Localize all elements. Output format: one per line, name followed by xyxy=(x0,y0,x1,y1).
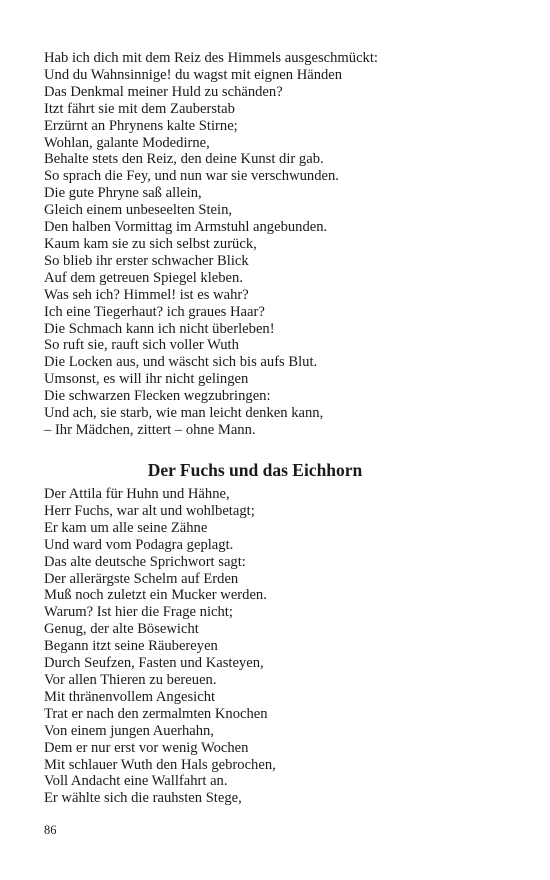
verse-line: So blieb ihr erster schwacher Blick xyxy=(44,252,249,269)
verse-line: Mit thränenvollem Angesicht xyxy=(44,688,216,705)
verse-line: Wohlan, galante Modedirne, xyxy=(44,134,210,151)
verse-line: Der Attila für Huhn und Hähne, xyxy=(44,486,230,502)
verse-line: Hab ich dich mit dem Reiz des Himmels ausgeschmückt: xyxy=(44,50,378,66)
verse-line: Durch Seufzen, Fasten und Kasteyen, xyxy=(44,655,264,672)
verse-line: – Ihr Mädchen, zittert – ohne Mann. xyxy=(44,421,256,438)
verse-line: Vor allen Thieren zu bereuen. xyxy=(44,671,217,688)
verse-line: Er kam um alle seine Zähne xyxy=(44,519,208,536)
verse-line: Er wählte sich die rauhsten Stege, xyxy=(44,790,242,807)
verse-line: Muß noch zuletzt ein Mucker werden. xyxy=(44,587,267,604)
verse-line: Und du Wahnsinnige! du wagst mit eignen Händen xyxy=(44,66,343,83)
verse-line: Und ach, sie starb, wie man leicht denken kann, xyxy=(44,405,324,422)
verse-line: Trat er nach den zermalmten Knochen xyxy=(44,705,268,722)
verse-line: Dem er nur erst vor wenig Wochen xyxy=(44,739,249,756)
verse-line: Und ward vom Podagra geplagt. xyxy=(44,536,234,553)
verse-line: Warum? Ist hier die Frage nicht; xyxy=(44,604,233,621)
verse-line: Itzt fährt sie mit dem Zauberstab xyxy=(44,100,235,117)
verse-line: Von einem jungen Auerhahn, xyxy=(44,722,214,739)
verse-line: Behalte stets den Reiz, den deine Kunst dir gab. xyxy=(44,151,324,168)
page-number: 86 xyxy=(44,823,57,837)
verse-line: Genug, der alte Bösewicht xyxy=(44,621,199,638)
verse-line: Voll Andacht eine Wallfahrt an. xyxy=(44,773,228,790)
verse-line: Den halben Vormittag im Armstuhl angebunden. xyxy=(44,219,328,236)
verse-line: Umsonst, es will ihr nicht gelingen xyxy=(44,371,249,388)
verse-line: Das Denkmal meiner Huld zu schänden? xyxy=(44,83,283,100)
verse-line: Kaum kam sie zu sich selbst zurück, xyxy=(44,235,257,252)
verse-line: Die schwarzen Flecken wegzubringen: xyxy=(44,388,271,405)
verse-line: Gleich einem unbeseelten Stein, xyxy=(44,202,233,219)
verse-line: Auf dem getreuen Spiegel kleben. xyxy=(44,269,243,286)
poem-body xyxy=(44,486,514,807)
verse-line: Das alte deutsche Sprichwort sagt: xyxy=(44,553,246,570)
verse-line: Was seh ich? Himmel! ist es wahr? xyxy=(44,286,249,303)
verse-line: Die gute Phryne saß allein, xyxy=(44,185,202,202)
verse-line: Ich eine Tiegerhaut? ich graues Haar? xyxy=(44,303,265,320)
verse-line: Der allerärgste Schelm auf Erden xyxy=(44,570,239,587)
verse-line: So sprach die Fey, und nun war sie verschwunden. xyxy=(44,168,339,185)
poem-title: Der Fuchs und das Eichhorn xyxy=(147,460,363,480)
poem-continuation xyxy=(44,50,514,439)
verse-line: Die Schmach kann ich nicht überleben! xyxy=(44,320,275,337)
verse-line: So ruft sie, rauft sich voller Wuth xyxy=(44,337,239,354)
verse-line: Erzürnt an Phrynens kalte Stirne; xyxy=(44,117,238,134)
verse-line: Die Locken aus, und wäscht sich bis aufs Blut. xyxy=(44,354,318,371)
verse-line: Mit schlauer Wuth den Hals gebrochen, xyxy=(44,756,276,773)
verse-line: Herr Fuchs, war alt und wohlbetagt; xyxy=(44,502,255,519)
verse-line: Begann itzt seine Räubereyen xyxy=(44,638,218,655)
